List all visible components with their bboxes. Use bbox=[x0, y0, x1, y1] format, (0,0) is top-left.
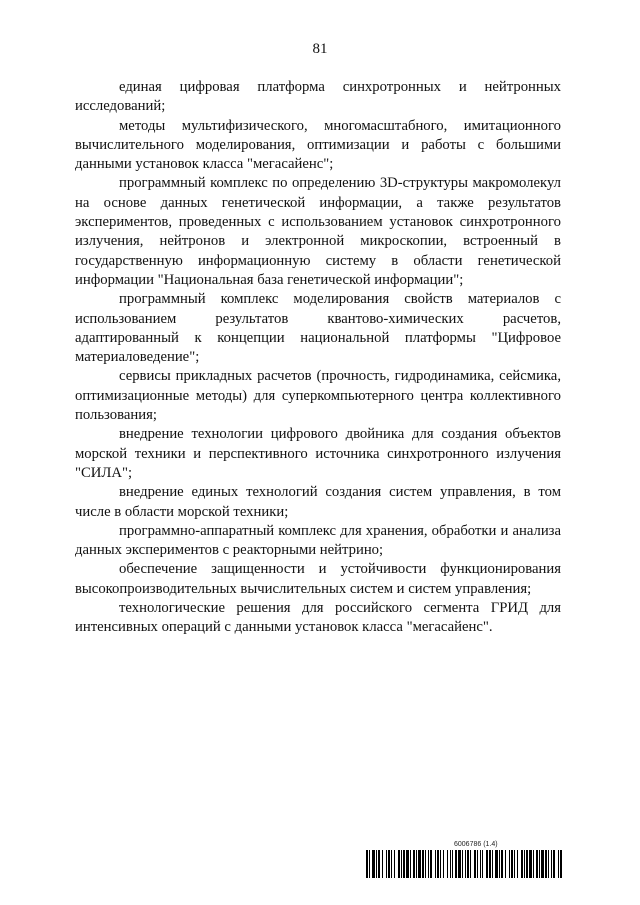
barcode-bar bbox=[391, 850, 392, 878]
barcode-bar bbox=[382, 850, 383, 878]
barcode-bar bbox=[499, 850, 500, 878]
paragraph: внедрение технологии цифрового двойника для создания объектов морской техники и перспективного источника синхротронного излучения "СИЛА"; bbox=[75, 426, 561, 481]
paragraph: программно-аппаратный комплекс для хранения, обработки и анализа данных экспериментов с реакторными нейтрино; bbox=[75, 522, 561, 559]
barcode-bar bbox=[541, 850, 544, 878]
barcode-bar bbox=[418, 850, 421, 878]
barcode-bar bbox=[480, 850, 481, 878]
barcode-bar bbox=[443, 850, 444, 878]
barcode-bar bbox=[430, 850, 432, 878]
barcode-bar bbox=[509, 850, 510, 878]
barcode-bar bbox=[440, 850, 441, 878]
barcode-bar bbox=[526, 850, 528, 878]
paragraph: программный комплекс по определению 3D-структуры макромолекул на основе данных генетической информации, а также результатов экспериментов, проведенных с использованием установок синхротронного излучения, нейтронов и электронной микроскопии, встроенный в государственную информационную систему в области генетической информации "Национальная база генетической информации"; bbox=[75, 175, 561, 288]
barcode-bar bbox=[401, 850, 402, 878]
page-number: 81 bbox=[312, 41, 328, 57]
barcode-bar bbox=[455, 850, 457, 878]
barcode-bar bbox=[378, 850, 380, 878]
barcode bbox=[366, 841, 562, 881]
barcode-bar bbox=[376, 850, 377, 878]
barcode-bar bbox=[465, 850, 466, 878]
paragraph: обеспечение защищенности и устойчивости функционирования высокопроизводительных вычислительных систем и систем управления; bbox=[75, 561, 561, 597]
barcode-bar bbox=[410, 850, 411, 878]
barcode-bar bbox=[482, 850, 483, 878]
barcode-bar bbox=[551, 850, 552, 878]
barcode-bar bbox=[545, 850, 547, 878]
barcode-bar bbox=[366, 850, 368, 878]
paragraph: программный комплекс моделирования свойств материалов с использованием результатов квантово-химических расчетов, адаптированный к концепции национальной платформы "Цифровое материаловедение"; bbox=[75, 291, 561, 366]
barcode-bar bbox=[470, 850, 471, 878]
barcode-bar bbox=[403, 850, 405, 878]
barcode-bar bbox=[394, 850, 395, 878]
barcode-bar bbox=[524, 850, 525, 878]
barcode-bar bbox=[486, 850, 488, 878]
barcode-bar bbox=[458, 850, 461, 878]
barcode-bar bbox=[511, 850, 513, 878]
barcode-bar bbox=[517, 850, 518, 878]
barcode-image bbox=[366, 850, 562, 878]
barcode-number: 6006786 (1.4) bbox=[454, 841, 498, 848]
barcode-bar bbox=[467, 850, 469, 878]
barcode-bar bbox=[388, 850, 390, 878]
barcode-bar bbox=[505, 850, 506, 878]
barcode-bar bbox=[539, 850, 540, 878]
barcode-bar bbox=[553, 850, 555, 878]
barcode-bar bbox=[558, 850, 559, 878]
barcode-bar bbox=[529, 850, 532, 878]
barcode-bar bbox=[477, 850, 478, 878]
barcode-bar bbox=[462, 850, 463, 878]
barcode-bar bbox=[489, 850, 491, 878]
barcode-bar bbox=[406, 850, 409, 878]
barcode-bar bbox=[398, 850, 400, 878]
barcode-bar bbox=[369, 850, 370, 878]
barcode-bar bbox=[501, 850, 503, 878]
barcode-bar bbox=[386, 850, 387, 878]
barcode-bar bbox=[560, 850, 562, 878]
barcode-bar bbox=[416, 850, 417, 878]
barcode-bar bbox=[474, 850, 476, 878]
barcode-bar bbox=[536, 850, 538, 878]
barcode-bar bbox=[533, 850, 534, 878]
barcode-bar bbox=[548, 850, 549, 878]
barcode-bar bbox=[413, 850, 415, 878]
barcode-bar bbox=[435, 850, 436, 878]
barcode-bar bbox=[437, 850, 439, 878]
document-body bbox=[75, 78, 561, 638]
barcode-bar bbox=[452, 850, 453, 878]
barcode-bar bbox=[492, 850, 493, 878]
paragraph: внедрение единых технологий создания систем управления, в том числе в области морской техники; bbox=[75, 484, 561, 520]
barcode-bar bbox=[425, 850, 426, 878]
paragraph: единая цифровая платформа синхротронных и нейтронных исследований; bbox=[75, 79, 561, 115]
paragraph: технологические решения для российского сегмента ГРИД для интенсивных операций с данными установок класса "мегасайенс". bbox=[75, 600, 561, 636]
barcode-bar bbox=[422, 850, 424, 878]
barcode-bar bbox=[450, 850, 451, 878]
barcode-bar bbox=[372, 850, 375, 878]
barcode-bar bbox=[514, 850, 515, 878]
paragraph: методы мультифизического, многомасштабного, имитационного вычислительного моделирования, оптимизации и работы с большими данными установок класса "мегасайенс"; bbox=[75, 117, 561, 173]
barcode-bar bbox=[521, 850, 523, 878]
barcode-bar bbox=[495, 850, 498, 878]
paragraph: сервисы прикладных расчетов (прочность, гидродинамика, сейсмика, оптимизационные методы) для суперкомпьютерного центра коллективного пользования; bbox=[75, 368, 561, 424]
barcode-bar bbox=[447, 850, 448, 878]
barcode-bar bbox=[428, 850, 429, 878]
